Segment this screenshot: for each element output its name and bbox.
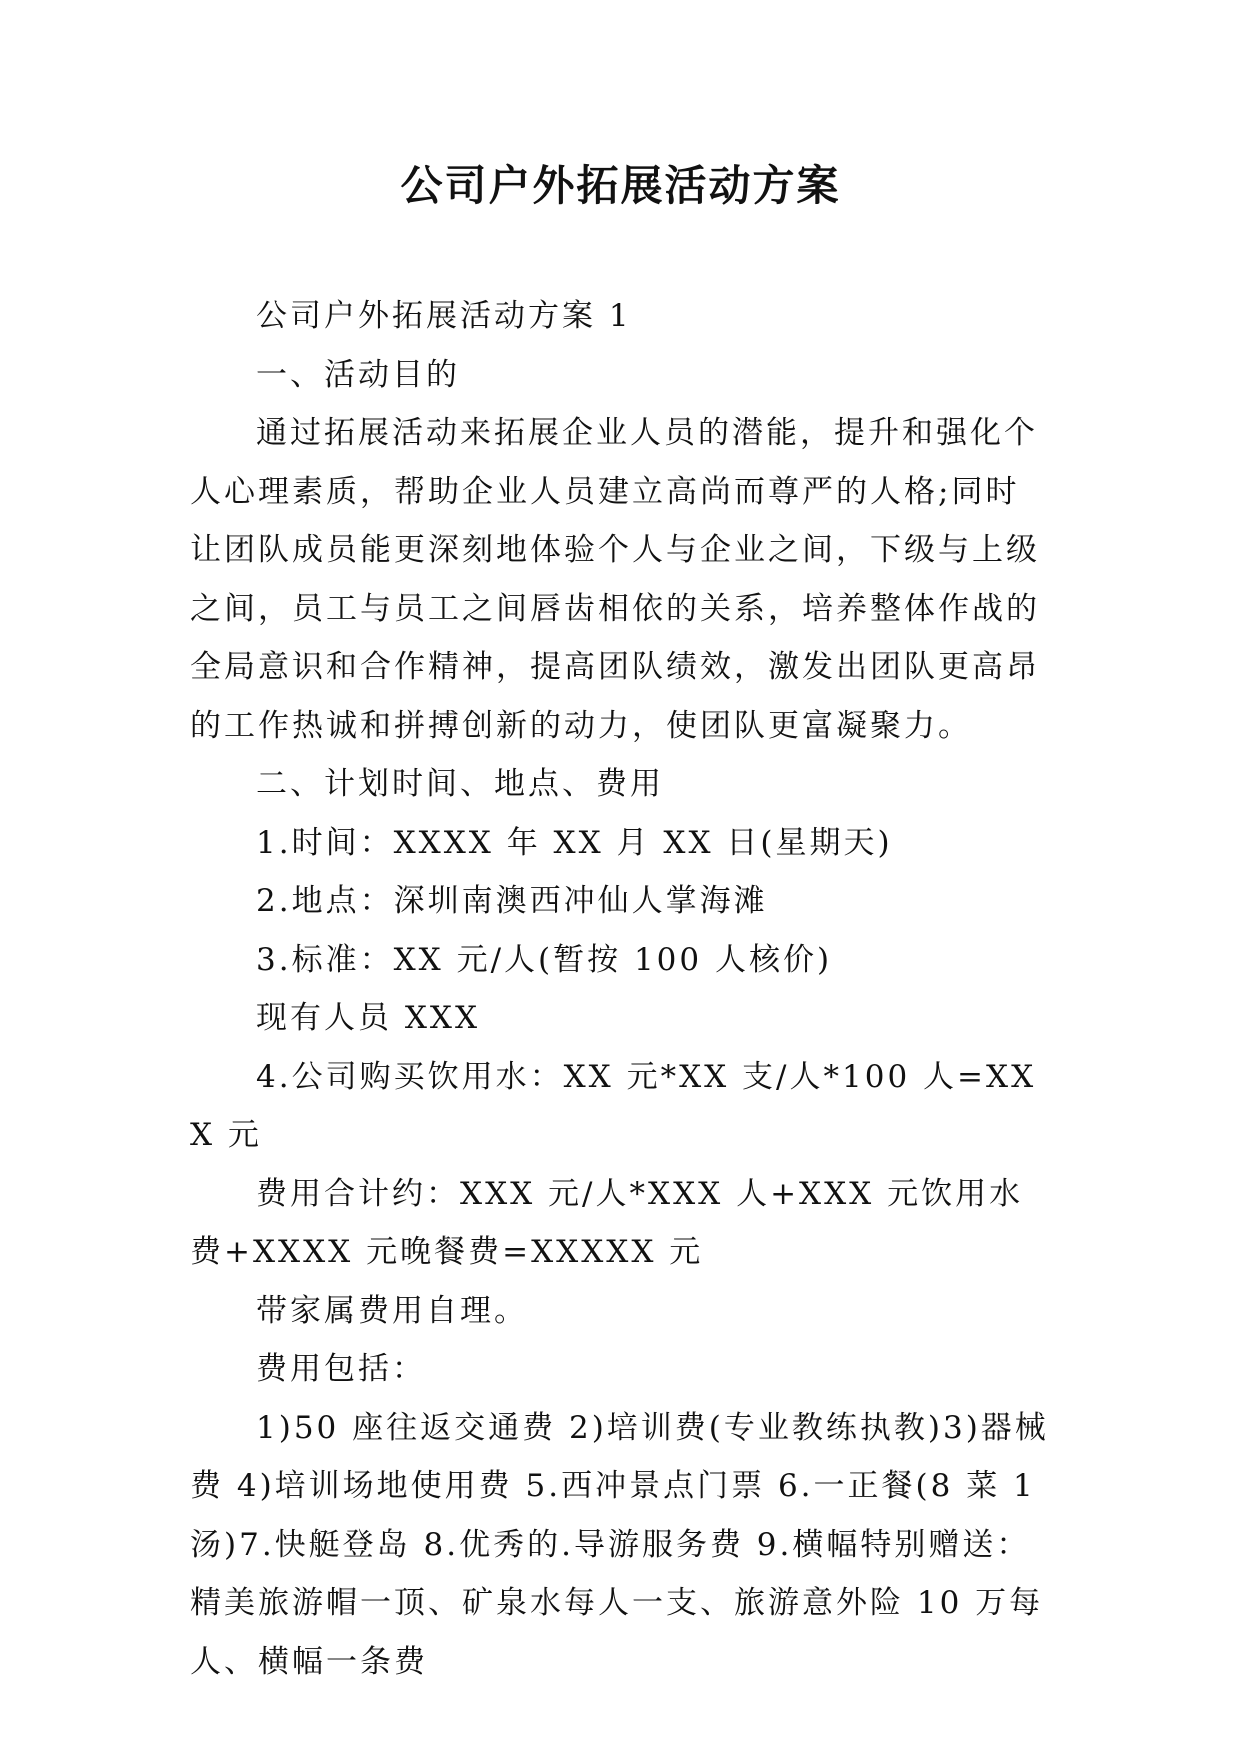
section-heading-plan-1: 公司户外拓展活动方案 1 (256, 298, 632, 334)
paragraph-cost-details: 1)50 座往返交通费 2)培训费(专业教练执教)3)器械费 4)培训场地使用费 5.西冲景点门票 6.一正餐(8 菜 1 汤)7.快艇登岛 8.优秀的.导游服务费 9.横幅特别赠送：精美旅游帽一顶、矿泉水每人一支、旅游意外险 10 万每人、横幅一条费 (190, 1409, 1049, 1680)
list-item-location: 2.地点：深圳南澳西冲仙人掌海滩 (256, 883, 768, 919)
document-title: 公司户外拓展活动方案 (400, 161, 841, 210)
document-body (190, 287, 1050, 1691)
paragraph-purpose: 通过拓展活动来拓展企业人员的潜能，提升和强化个人心理素质，帮助企业人员建立高尚而尊严的人格;同时让团队成员能更深刻地体验个人与企业之间，下级与上级之间，员工与员工之间唇齿相依的关系，培养整体作战的全局意识和合作精神，提高团队绩效，激发出团队更高昂的工作热诚和拼搏创新的动力，使团队更富凝聚力。 (190, 415, 1040, 744)
list-item-time: 1.时间：XXXX 年 XX 月 XX 日(星期天) (256, 824, 893, 861)
section-heading-activity-purpose: 一、活动目的 (256, 356, 460, 393)
section-heading-time-location-cost: 二、计划时间、地点、费用 (256, 766, 664, 802)
paragraph-total-cost: 费用合计约：XXX 元/人*XXX 人+XXX 元饮用水费+XXXX 元晚餐费=XXXXX 元 (190, 1175, 1024, 1270)
paragraph-current-staff: 现有人员 XXX (256, 1000, 481, 1036)
list-item-standard: 3.标准：XX 元/人(暂按 100 人核价) (256, 941, 833, 978)
paragraph-cost-includes: 费用包括： (256, 1351, 426, 1387)
list-item-water: 4.公司购买饮用水：XX 元*XX 支/人*100 人=XXX 元 (190, 1058, 1037, 1153)
paragraph-family-cost: 带家属费用自理。 (256, 1292, 528, 1329)
